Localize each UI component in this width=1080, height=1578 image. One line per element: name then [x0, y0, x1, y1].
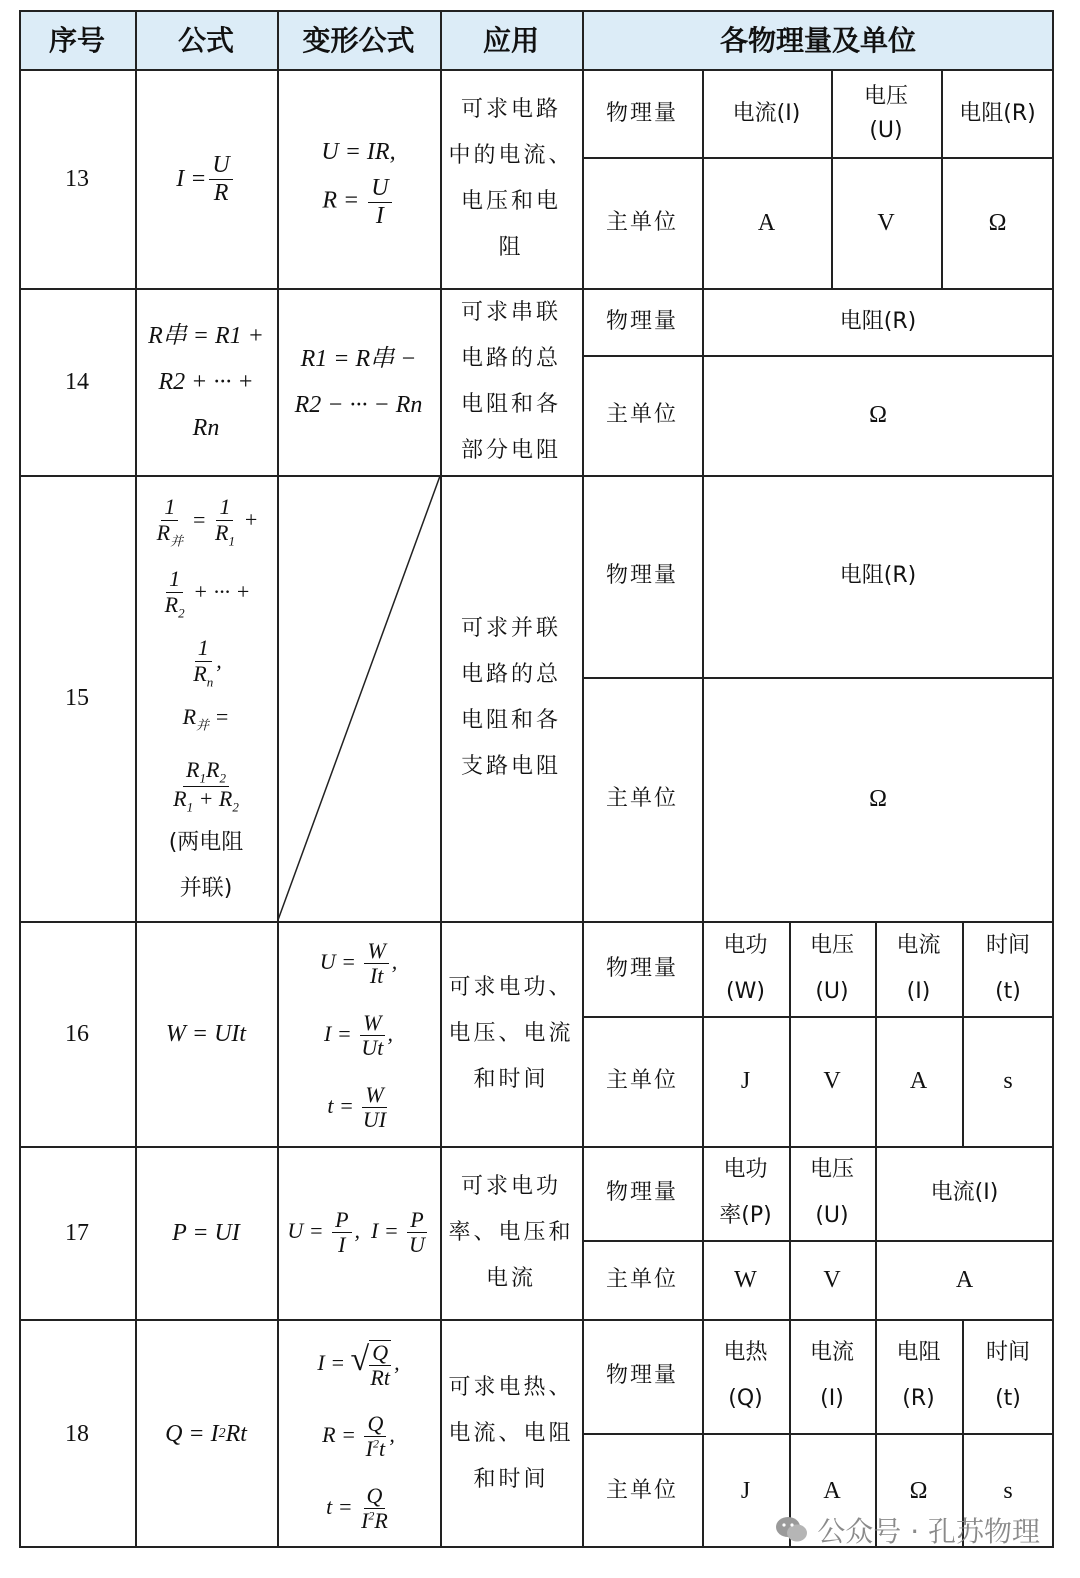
- application-cell: 可求并联 电路的总 电阻和各 支路电阻: [460, 616, 561, 779]
- application-cell: 可求电热、 电流、电阻 和时间: [448, 1374, 574, 1492]
- quantity-time: 时间 (t): [985, 1340, 1030, 1411]
- variant-cell: U = $\frac{P}{I}$ , I = $\frac{P}{U}$: [287, 1206, 425, 1258]
- header-quantities: 各物理量及单位: [719, 23, 916, 57]
- quantity-work: 电功 (W): [723, 932, 768, 1004]
- unit-value: Ω: [909, 1477, 928, 1504]
- unit-label: 主单位: [605, 786, 678, 812]
- unit-value: A: [757, 209, 776, 236]
- row-index: 13: [65, 166, 89, 192]
- application-cell: 可求电功、 电压、电流 和时间: [448, 974, 574, 1092]
- variant-cell: [277, 288, 440, 475]
- header-formula: 公式: [177, 23, 234, 57]
- unit-value: V: [823, 1068, 841, 1094]
- unit-value: A: [823, 1477, 841, 1504]
- unit-label: 主单位: [605, 402, 678, 428]
- quantity-current: 电流(I): [930, 1180, 999, 1205]
- unit-value: W: [734, 1266, 757, 1293]
- application-cell: 可求电路 中的电流、 电压和电 阻: [448, 97, 574, 260]
- application-cell: 可求电功 率、电压和 电流: [448, 1173, 574, 1291]
- formula-line: R串 = R1 +: [148, 322, 264, 349]
- formula-cell: I = $\frac{U}{R}$: [135, 70, 277, 288]
- unit-value: J: [740, 1477, 751, 1504]
- unit-value: J: [740, 1068, 751, 1094]
- unit-value: Ω: [988, 209, 1007, 236]
- row-index: 16: [65, 1020, 89, 1047]
- unit-label: 主单位: [605, 209, 678, 235]
- quantity-current: 电流 (I): [896, 932, 941, 1004]
- quantity-heat: 电热 (Q): [723, 1340, 768, 1411]
- quantity-voltage: 电压 (U): [809, 932, 854, 1004]
- wechat-icon: [775, 1516, 809, 1544]
- formula-note: 并联): [179, 876, 233, 902]
- quantity-current: 电流(I): [732, 100, 801, 126]
- quantity-resistance: 电阻(R): [959, 100, 1036, 126]
- quantity-resistance: 电阻(R): [839, 308, 917, 334]
- unit-value: s: [1003, 1477, 1013, 1504]
- formula-line: R2 + ··· +: [158, 368, 254, 395]
- quantity-resistance: 电阻 (R): [896, 1340, 941, 1411]
- unit-value: Ω: [869, 786, 887, 812]
- empty-cell-diagonal: [277, 475, 441, 921]
- unit-value: V: [877, 209, 895, 236]
- unit-value: A: [909, 1068, 928, 1094]
- header-index: 序号: [48, 23, 105, 57]
- quantity-label: 物理量: [605, 1363, 678, 1389]
- quantity-label: 物理量: [605, 1180, 678, 1206]
- quantity-current: 电流 (I): [809, 1340, 854, 1411]
- quantity-label: 物理量: [605, 563, 678, 589]
- watermark: [775, 1510, 1040, 1550]
- variant-cell: U = $\frac{W}{It}$ , I = $\frac{W}{Ut}$ , t = $\frac{W}{UI}$: [319, 937, 398, 1132]
- formula-cell: P = UI: [172, 1219, 240, 1246]
- unit-label: 主单位: [605, 1477, 678, 1503]
- header-application: 应用: [482, 23, 539, 57]
- quantity-time: 时间 (t): [985, 932, 1030, 1004]
- quantity-label: 物理量: [605, 308, 678, 334]
- formula-cell: [135, 288, 277, 475]
- unit-value: s: [1003, 1068, 1013, 1094]
- row-index: 14: [65, 368, 89, 395]
- formula-cell: W = UIt: [165, 1020, 247, 1047]
- quantity-voltage: 电压 (U): [809, 1157, 854, 1228]
- variant-cell: U = IR, R = $\frac{U}{I}$: [321, 139, 396, 229]
- unit-value: V: [823, 1266, 841, 1293]
- watermark-text: 公众号 · 孔苏物理: [817, 1515, 1040, 1548]
- quantity-voltage: 电压 (U): [863, 83, 908, 143]
- quantity-resistance: 电阻(R): [839, 563, 917, 588]
- row-index: 18: [65, 1420, 89, 1447]
- header-variant: 变形公式: [302, 23, 415, 57]
- formula-cell: $\frac{1}{R_并}$ = $\frac{1}{R_1}$ + $\frac{1}{R_2}$ + ··· + $\frac{1}{R_n}$ , $R_并$ = $\frac{R_1R_2}{R_1 + R_2}$ (两电阻 并联): [135, 475, 277, 921]
- formula-line: Rn: [192, 414, 220, 441]
- unit-value: Ω: [869, 402, 887, 428]
- unit-label: 主单位: [605, 1068, 678, 1094]
- variant-line: R1 = R串 −: [300, 345, 417, 372]
- formula-table: [19, 10, 1054, 1548]
- quantity-label: 物理量: [605, 955, 678, 981]
- formula-cell: Q = I 2 Rt: [165, 1420, 247, 1447]
- row-index: 15: [65, 685, 89, 711]
- unit-value: A: [955, 1266, 974, 1293]
- application-cell: 可求串联 电路的总 电阻和各 部分电阻: [460, 299, 561, 463]
- formula-note: (两电阻: [168, 830, 244, 856]
- variant-line: R2 − ··· − Rn: [294, 391, 423, 418]
- variant-cell: I = √ $\frac{Q}{Rt}$ , R = $\frac{Q}{I^2t}$ , t = $\frac{Q}{I^2R}$: [317, 1339, 400, 1534]
- quantity-power: 电功 率(P): [719, 1157, 772, 1228]
- row-index: 17: [65, 1219, 89, 1246]
- quantity-label: 物理量: [605, 100, 678, 126]
- unit-label: 主单位: [605, 1266, 678, 1292]
